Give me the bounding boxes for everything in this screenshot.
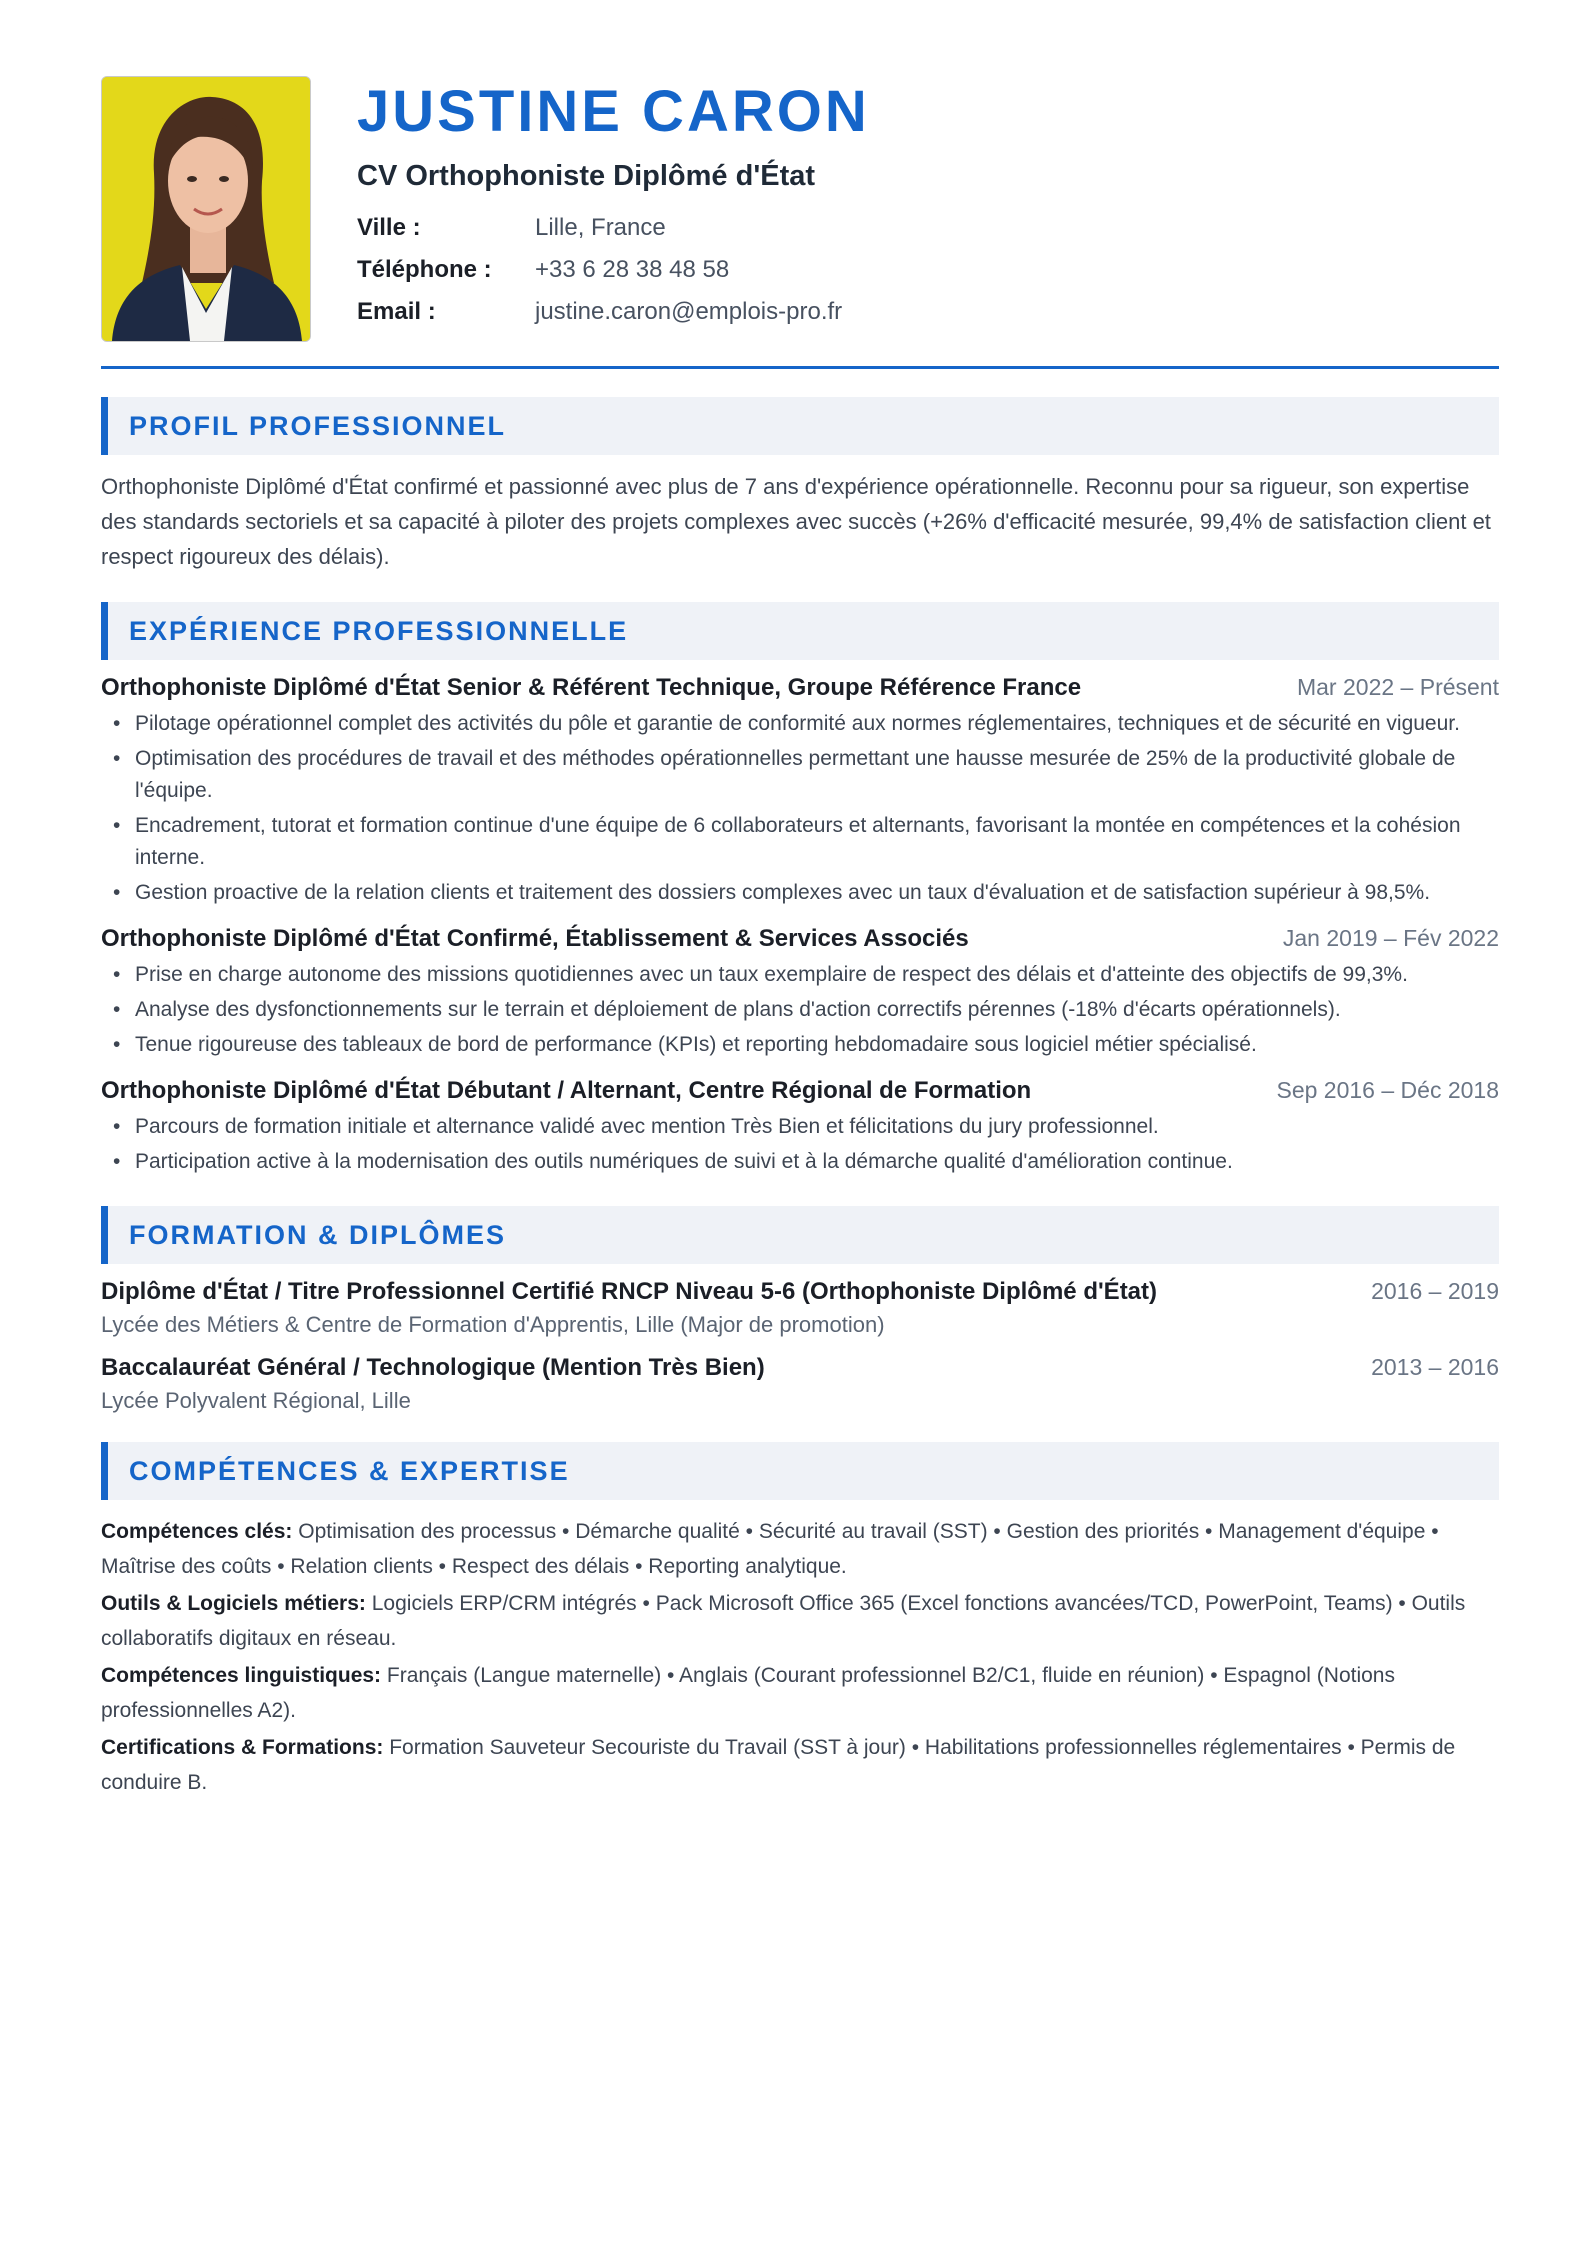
contact-label: Email : (357, 297, 436, 325)
job-bullet: • Prise en charge autonome des missions quotidiennes avec un taux exemplaire de respect des délais et d'atteinte des objectifs de 99,3%. (135, 959, 1499, 991)
skill-text: Optimisation des processus • Démarche qualité • Sécurité au travail (SST) • Gestion des priorités • Management d'équipe • Maîtrise des coûts • Relation clients • Respect des délais • Reporting analytique. (101, 1520, 1439, 1578)
profile-photo (101, 76, 311, 342)
section-education (101, 1206, 1499, 1414)
section-title: EXPÉRIENCE PROFESSIONNELLE (101, 602, 1499, 660)
skill-entry (101, 1514, 1499, 1584)
contact-row-city (357, 207, 870, 249)
job-bullet: • Analyse des dysfonctionnements sur le terrain et déploiement de plans d'action correctifs pérennes (-18% d'écarts opérationnels). (135, 994, 1499, 1026)
job-title: Orthophoniste Diplômé d'État Senior & Référent Technique, Groupe Référence France (101, 674, 1082, 701)
skill-entry (101, 1586, 1499, 1656)
skill-label: Compétences linguistiques: (101, 1664, 382, 1687)
skill-entry (101, 1658, 1499, 1728)
contact-value: Lille, France (535, 213, 666, 241)
section-body (101, 469, 1499, 574)
skill-label: Compétences clés: (101, 1520, 293, 1543)
job-bullets (101, 1111, 1499, 1178)
degree-title: Diplôme d'État / Titre Professionnel Certifié RNCP Niveau 5-6 (Orthophoniste Diplômé d'État) (101, 1278, 1158, 1305)
section-experience (101, 602, 1499, 1178)
job-entry (101, 674, 1499, 909)
section-profile (101, 397, 1499, 574)
section-body (101, 1514, 1499, 1800)
job-header (101, 1077, 1499, 1105)
job-bullet: • Pilotage opérationnel complet des activités du pôle et garantie de conformité aux normes réglementaires, techniques et de sécurité en vigueur. (135, 708, 1499, 740)
job-bullet: • Encadrement, tutorat et formation continue d'une équipe de 6 collaborateurs et alternants, favorisant la montée en compétences et la cohésion interne. (135, 810, 1499, 874)
skill-text: Logiciels ERP/CRM intégrés • Pack Microsoft Office 365 (Excel fonctions avancées/TCD, PowerPoint, Teams) • Outils collaboratifs digitaux en réseau. (101, 1592, 1466, 1650)
job-bullet: • Parcours de formation initiale et alternance validé avec mention Très Bien et félicitations du jury professionnel. (135, 1111, 1499, 1143)
job-bullet: • Optimisation des procédures de travail et des méthodes opérationnelles permettant une hausse mesurée de 25% de la productivité globale de l'équipe. (135, 743, 1499, 807)
profile-text: Orthophoniste Diplômé d'État confirmé et passionné avec plus de 7 ans d'expérience opérationnelle. Reconnu pour sa rigueur, son expertise des standards sectoriels et sa capacité à piloter des projets complexes avec succès (+26% d'efficacité mesurée, 99,4% de satisfaction client et respect rigoureux des délais). (101, 474, 1491, 569)
header-info (357, 76, 870, 333)
job-entry (101, 1077, 1499, 1178)
skill-text: Français (Langue maternelle) • Anglais (Courant professionnel B2/C1, fluide en réunion) • Espagnol (Notions professionnelles A2). (101, 1664, 1395, 1722)
degree-date: 2013 – 2016 (1371, 1354, 1499, 1380)
job-date: Mar 2022 – Présent (1296, 674, 1499, 700)
section-skills (101, 1442, 1499, 1800)
education-header (101, 1354, 1499, 1382)
section-body (101, 674, 1499, 1178)
school-name: Lycée Polyvalent Régional, Lille (101, 1388, 411, 1413)
school-name: Lycée des Métiers & Centre de Formation d'Apprentis, Lille (Major de promotion) (101, 1312, 885, 1337)
education-entry (101, 1354, 1499, 1414)
job-entry (101, 925, 1499, 1061)
job-title: Orthophoniste Diplômé d'État Débutant / Alternant, Centre Régional de Formation (101, 1077, 1032, 1104)
section-title: FORMATION & DIPLÔMES (101, 1206, 1499, 1264)
job-title: Orthophoniste Diplômé d'État Confirmé, Établissement & Services Associés (101, 925, 969, 952)
degree-title: Baccalauréat Général / Technologique (Mention Très Bien) (101, 1354, 765, 1381)
section-title: PROFIL PROFESSIONNEL (101, 397, 1499, 455)
contact-label: Ville : (357, 213, 421, 241)
cv-subtitle: CV Orthophoniste Diplômé d'État (357, 159, 816, 192)
skill-label: Certifications & Formations: (101, 1736, 384, 1759)
job-bullets (101, 959, 1499, 1061)
section-body (101, 1278, 1499, 1414)
portrait-illustration (102, 77, 310, 341)
contact-value: +33 6 28 38 48 58 (535, 255, 730, 283)
job-header (101, 925, 1499, 953)
skill-label: Outils & Logiciels métiers: (101, 1592, 366, 1615)
job-header (101, 674, 1499, 702)
degree-date: 2016 – 2019 (1371, 1278, 1499, 1304)
job-bullets (101, 708, 1499, 909)
contact-value: justine.caron@emplois-pro.fr (535, 297, 843, 325)
job-bullet: • Participation active à la modernisation des outils numériques de suivi et à la démarche qualité d'amélioration continue. (135, 1146, 1499, 1178)
contact-block (357, 207, 870, 333)
job-date: Jan 2019 – Fév 2022 (1282, 925, 1499, 951)
education-entry (101, 1278, 1499, 1338)
cv-container (101, 76, 1499, 1802)
section-title: COMPÉTENCES & EXPERTISE (101, 1442, 1499, 1500)
job-date: Sep 2016 – Déc 2018 (1276, 1077, 1499, 1103)
education-header (101, 1278, 1499, 1306)
skill-entry (101, 1730, 1499, 1800)
contact-row-email (357, 291, 870, 333)
contact-label: Téléphone : (357, 255, 492, 283)
job-bullet: • Tenue rigoureuse des tableaux de bord de performance (KPIs) et reporting hebdomadaire sous logiciel métier spécialisé. (135, 1029, 1499, 1061)
contact-row-phone (357, 249, 870, 291)
job-bullet: • Gestion proactive de la relation clients et traitement des dossiers complexes avec un taux d'évaluation et de satisfaction supérieur à 98,5%. (135, 877, 1499, 909)
skill-text: Formation Sauveteur Secouriste du Travail (SST à jour) • Habilitations professionnelles réglementaires • Permis de conduire B. (101, 1736, 1456, 1794)
cv-header (101, 76, 1499, 369)
candidate-name: JUSTINE CARON (357, 79, 870, 144)
